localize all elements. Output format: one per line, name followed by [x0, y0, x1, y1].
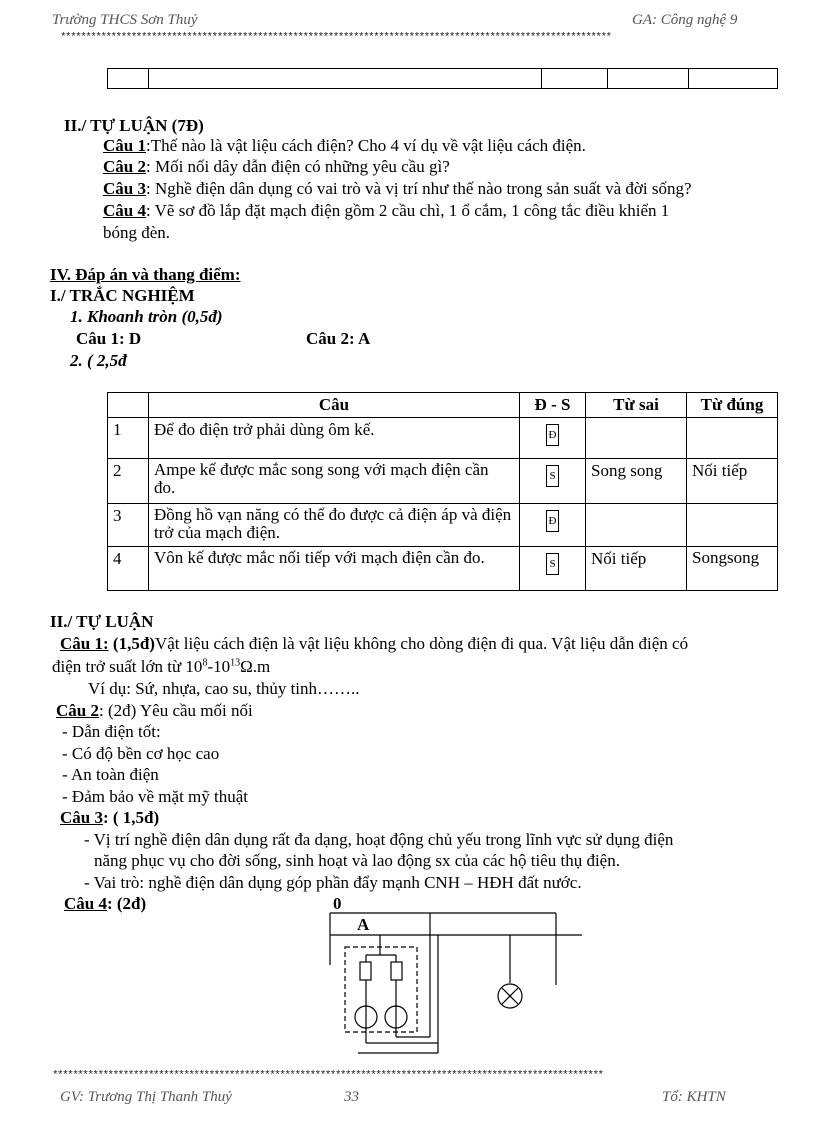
answer-1-line2	[52, 657, 270, 677]
col-tu-sai: Từ sai	[586, 393, 687, 418]
tf-table-header	[108, 393, 778, 418]
row-sai	[586, 504, 687, 547]
row-sai: Nối tiếp	[586, 547, 687, 591]
answer-3-p1b: năng phục vụ cho đời sống, sinh hoạt và lao động sx của các hộ tiêu thụ điện.	[94, 851, 620, 870]
row-text: Ampe kế được mắc song song với mạch điện cần đo.	[149, 459, 520, 504]
header-divider: *************************************************************************************************************	[60, 32, 611, 44]
ds-box: Đ	[546, 424, 559, 446]
question-4-cont: bóng đèn.	[103, 223, 171, 242]
answer-1-exp1: 8	[202, 657, 208, 669]
col-cau: Câu	[149, 393, 520, 418]
question-2	[103, 157, 450, 177]
answer-1-resistivity-c: Ω.m	[240, 657, 271, 676]
question-2-label: Câu 2	[103, 157, 146, 176]
question-1-text: :Thế nào là vật liệu cách điện? Cho 4 ví dụ về vật liệu cách điện.	[145, 136, 586, 155]
answer-1-text: Vật liệu cách điện là vật liệu không cho dòng điện đi qua. Vật liệu dẫn điện có	[154, 634, 689, 653]
col-ds: Đ - S	[520, 393, 586, 418]
answers-heading: IV. Đáp án và thang điểm:	[50, 265, 241, 284]
question-4	[103, 201, 669, 221]
ds-box: Đ	[546, 510, 559, 532]
answer-1-resistivity-b: -10	[207, 657, 231, 676]
answer-2-item: - Có độ bền cơ học cao	[62, 744, 220, 763]
diagram-label-0: 0	[333, 894, 342, 913]
answer-1-example: Ví dụ: Sứ, nhựa, cao su, thủy tinh……..	[88, 679, 360, 698]
row-text: Đồng hồ vạn năng có thể đo được cả điện áp và điện trở của mạch điện.	[149, 504, 520, 547]
row-sai: Song song	[586, 459, 687, 504]
table-row	[108, 504, 778, 547]
row-no: 4	[108, 547, 149, 591]
answer-2-label: Câu 2	[56, 701, 99, 720]
circuit-diagram	[320, 905, 590, 1065]
row-no: 2	[108, 459, 149, 504]
page-number: 33	[344, 1089, 359, 1105]
answer-1-label: Câu 1:	[60, 634, 109, 653]
row-no: 1	[108, 418, 149, 459]
question-3-label: Câu 3	[103, 179, 146, 198]
table-row	[108, 547, 778, 591]
ds-box: S	[546, 465, 559, 487]
table-row	[108, 418, 778, 459]
answer-1-resistivity-a: điện trở suất lớn từ 10	[52, 657, 203, 676]
col-tu-dung: Từ đúng	[687, 393, 778, 418]
row-dung: Songsong	[687, 547, 778, 591]
mcq-heading: I./ TRẮC NGHIỆM	[50, 286, 195, 305]
answer-3-p1: - Vị trí nghề điện dân dụng rất đa dạng, hoạt động chủ yếu trong lĩnh vực sử dụng điện	[84, 830, 674, 849]
question-3	[103, 179, 692, 199]
question-4-text: : Vẽ sơ đồ lắp đặt mạch điện gồm 2 cầu chì, 1 ổ cắm, 1 công tắc điều khiển 1	[145, 201, 670, 220]
row-dung	[687, 504, 778, 547]
footer-teacher: GV: Trương Thị Thanh Thuỷ	[60, 1089, 232, 1105]
question-2-text: : Mối nối dây dẫn điện có những yêu cầu gì?	[145, 157, 450, 176]
ds-box: S	[546, 553, 559, 575]
essay-answers-heading: II./ TỰ LUẬN	[50, 612, 154, 631]
footer-group: Tổ: KHTN	[662, 1089, 726, 1105]
mcq-answer-1: Câu 1: D	[76, 329, 142, 348]
answer-1-exp2: 13	[230, 657, 241, 669]
footer-divider: *************************************************************************************************************	[52, 1070, 603, 1082]
answer-1-score: (1,5đ)	[108, 634, 155, 653]
answer-2-item: - An toàn điện	[62, 765, 159, 784]
answer-3-label: Câu 3	[60, 808, 103, 827]
row-text: Để đo điện trở phải dùng ôm kế.	[149, 418, 520, 459]
row-dung	[687, 418, 778, 459]
answer-3	[60, 808, 159, 828]
fuse-1-icon	[360, 962, 371, 980]
answer-4-text: : (2đ)	[106, 894, 147, 913]
empty-table	[107, 68, 778, 89]
row-no: 3	[108, 504, 149, 547]
mcq-sub2: 2. ( 2,5đ	[70, 351, 127, 370]
row-sai	[586, 418, 687, 459]
answer-3-p2: - Vai trò: nghề điện dân dụng góp phần đẩy mạnh CNH – HĐH đất nước.	[84, 873, 582, 892]
essay-heading: II./ TỰ LUẬN (7Đ)	[64, 116, 204, 135]
answer-2-text: : (2đ) Yêu cầu mối nối	[98, 701, 253, 720]
answer-4	[64, 894, 146, 914]
mcq-answer-2: Câu 2: A	[306, 329, 371, 348]
answer-3-text: : ( 1,5đ)	[102, 808, 160, 827]
question-1	[103, 136, 586, 156]
tf-table	[107, 392, 778, 591]
mcq-sub1: 1. Khoanh tròn (0,5đ)	[70, 307, 223, 326]
diagram-label-a: A	[357, 915, 370, 934]
fuse-2-icon	[391, 962, 402, 980]
answer-2	[56, 701, 253, 721]
answer-2-item: - Dẫn điện tốt:	[62, 722, 161, 741]
answer-4-label: Câu 4	[64, 894, 107, 913]
answer-2-item: - Đảm bảo về mặt mỹ thuật	[62, 787, 249, 806]
answer-1	[60, 634, 688, 654]
question-4-label: Câu 4	[103, 201, 146, 220]
question-1-label: Câu 1	[103, 136, 146, 155]
question-3-text: : Nghề điện dân dụng có vai trò và vị trí như thế nào trong sản suất và đời sống?	[145, 179, 692, 198]
header-subject: GA: Công nghệ 9	[632, 12, 738, 28]
row-dung: Nối tiếp	[687, 459, 778, 504]
row-text: Vôn kế được mắc nối tiếp với mạch điện cần đo.	[149, 547, 520, 591]
header-school: Trường THCS Sơn Thuỷ	[52, 12, 198, 28]
table-row	[108, 459, 778, 504]
